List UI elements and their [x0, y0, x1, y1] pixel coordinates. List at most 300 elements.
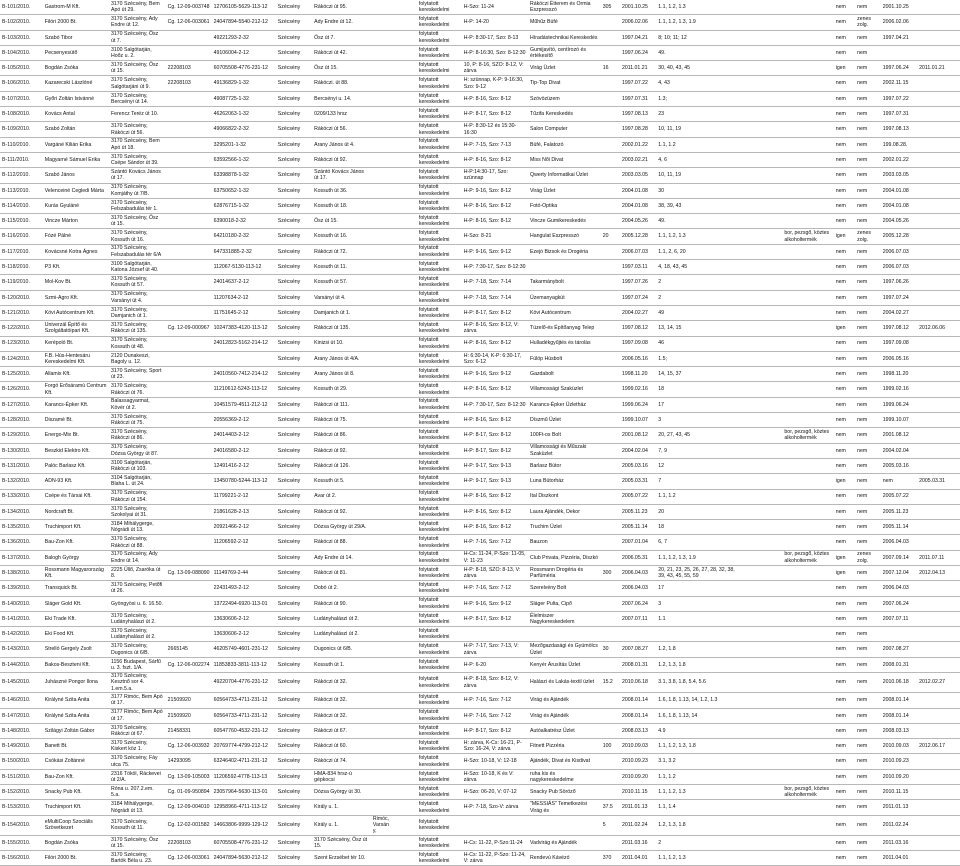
registered-date-cell: 2008.03.13 — [881, 723, 917, 738]
opening-hours-cell: H-P: 7-16, Szo: 7-12 — [462, 581, 528, 596]
operator-address-cell: 3100 Salgótarján, Hoőz u. 2. — [109, 45, 166, 60]
store-address-cell: 3170 Szécsény, Ősz út 15. — [312, 835, 371, 850]
alcohol-sales-cell — [782, 305, 833, 320]
floor-area-cell — [601, 91, 620, 106]
registered-date-cell: 2007.07.11 — [881, 611, 917, 626]
operator-address-cell: 3177 Rimóc, Bem Apó út 17. — [109, 693, 166, 708]
operator-name-cell: Szabó Zoltán — [43, 122, 109, 137]
permit-number-cell: B-140/2010. — [0, 596, 43, 611]
tax-number-cell: 3295201-1-32 — [212, 137, 276, 152]
product-codes-cell: 18 — [656, 520, 742, 535]
registration-number-cell — [166, 260, 212, 275]
start-date-cell: 1998.11.20 — [620, 367, 656, 382]
modified-date-cell — [917, 397, 960, 412]
operator-name-cell: Velenceiné Cegledi Márta — [43, 183, 109, 198]
blank-col-cell — [392, 474, 417, 489]
modified-date-cell — [917, 107, 960, 122]
service-type-cell: nem — [855, 367, 881, 382]
store-address-cell: Rákóczi út 72. — [312, 244, 371, 259]
registration-number-cell: 21509920 — [166, 708, 212, 723]
opening-hours-cell: H-P: 7-16, Szo: 7-12 — [462, 535, 528, 550]
start-date-cell: 2006.02.06 — [620, 15, 656, 30]
blank-col-cell — [392, 0, 417, 15]
product-codes-cell: 20, 27, 43, 45 — [656, 428, 742, 443]
modified-date-cell — [917, 122, 960, 137]
notes-cell — [742, 367, 783, 382]
floor-area-cell — [601, 627, 620, 642]
town-cell: Szécsény — [276, 785, 312, 800]
operator-name-cell: Truchimport Kft. — [43, 520, 109, 535]
store-location-extra-cell — [371, 214, 392, 229]
modified-date-cell: 2011.01.21 — [917, 61, 960, 76]
start-date-cell: 2001.08.12 — [620, 428, 656, 443]
alcohol-sales-cell — [782, 198, 833, 213]
service-type-cell: nem — [855, 673, 881, 693]
table-row — [0, 305, 960, 320]
modified-date-cell — [917, 815, 960, 835]
operator-address-cell: 3170 Szécsény, Felszabadulás tér 6/A — [109, 244, 166, 259]
flag-a-cell: nem — [834, 260, 855, 275]
service-type-cell: nem — [855, 835, 881, 850]
store-name-cell: "MESSIÁS" Temetkezési Virág és — [528, 800, 601, 815]
store-name-cell: Virág Üzlet — [528, 61, 601, 76]
flag-a-cell: igen — [834, 474, 855, 489]
alcohol-sales-cell: bor, pezsgő, köztes alkoholtermék — [782, 785, 833, 800]
permit-number-cell: B-156/2010. — [0, 851, 43, 866]
town-cell: Szécsény — [276, 627, 312, 642]
alcohol-sales-cell — [782, 815, 833, 835]
operator-address-cell: 3170 Szécsény, Rákóczi út 88. — [109, 535, 166, 550]
operator-address-cell: Róna u. 207.2.em. 5.a. — [109, 785, 166, 800]
store-name-cell: Takarmánybolt — [528, 275, 601, 290]
store-address-cell: Ady Endre út 12. — [312, 15, 371, 30]
tax-number-cell: 23057964-5630-113-01 — [212, 785, 276, 800]
town-cell: Szécsény — [276, 835, 312, 850]
town-cell: Szécsény — [276, 305, 312, 320]
registration-number-cell: 22208103 — [166, 76, 212, 91]
registered-date-cell — [881, 45, 917, 60]
registered-date-cell: 2010.09.20 — [881, 769, 917, 784]
blank-col-cell — [392, 723, 417, 738]
service-type-cell: nem — [855, 76, 881, 91]
start-date-cell: 1997.07.31 — [620, 91, 656, 106]
town-cell: Szécsény — [276, 800, 312, 815]
registered-date-cell: nem — [881, 474, 917, 489]
alcohol-sales-cell — [782, 336, 833, 351]
trade-type-cell: folytatott kereskedelmi — [417, 581, 462, 596]
modified-date-cell: 2012.06.17 — [917, 739, 960, 754]
store-name-cell: Díszmű Üzlet — [528, 413, 601, 428]
floor-area-cell — [601, 15, 620, 30]
product-codes-cell: 4, 43 — [656, 76, 742, 91]
town-cell: Szécsény — [276, 550, 312, 565]
product-codes-cell: 4, 6 — [656, 152, 742, 167]
opening-hours-cell: H-Szo: 10-18, V: 12-18 — [462, 754, 528, 769]
operator-name-cell: Kövi Autócentrum Kft. — [43, 305, 109, 320]
flag-a-cell: nem — [834, 91, 855, 106]
service-type-cell: nem — [855, 520, 881, 535]
start-date-cell: 2010.09.03 — [620, 739, 656, 754]
operator-address-cell: 3170 Szécsény, Sport út 23. — [109, 367, 166, 382]
permit-number-cell: B-128/2010. — [0, 413, 43, 428]
tax-number-cell: 11149769-2-44 — [212, 565, 276, 580]
floor-area-cell — [601, 152, 620, 167]
modified-date-cell — [917, 137, 960, 152]
operator-name-cell: Truchimport Kft. — [43, 800, 109, 815]
notes-cell — [742, 351, 783, 366]
store-address-cell: Kinizsi út 10. — [312, 336, 371, 351]
modified-date-cell — [917, 183, 960, 198]
start-date-cell: 1997.08.12 — [620, 321, 656, 336]
registered-date-cell: 2005.11.14 — [881, 520, 917, 535]
store-location-extra-cell — [371, 183, 392, 198]
operator-name-cell: Balogh György — [43, 550, 109, 565]
service-type-cell: nem — [855, 321, 881, 336]
service-type-cell: nem — [855, 800, 881, 815]
town-cell: Szécsény — [276, 428, 312, 443]
operator-name-cell: Kovács Antal — [43, 107, 109, 122]
service-type-cell: nem — [855, 565, 881, 580]
service-type-cell: nem — [855, 382, 881, 397]
flag-a-cell: nem — [834, 754, 855, 769]
permit-number-cell: B-122/2010. — [0, 321, 43, 336]
registered-date-cell: 2004.05.26 — [881, 214, 917, 229]
town-cell: Szécsény — [276, 708, 312, 723]
modified-date-cell — [917, 785, 960, 800]
town-cell: Szécsény — [276, 275, 312, 290]
permit-number-cell: B-141/2010. — [0, 611, 43, 626]
product-codes-cell: 49. — [656, 214, 742, 229]
opening-hours-cell: H-P: 8-17, Szo: 8-12 — [462, 107, 528, 122]
registration-number-cell: 22208103 — [166, 835, 212, 850]
start-date-cell: 2007.06.24 — [620, 596, 656, 611]
operator-name-cell: Mol-Kov Bt. — [43, 275, 109, 290]
operator-address-cell: 3170 Szécsény, Bercsényi út 14. — [109, 91, 166, 106]
store-name-cell: Tip-Top Divat — [528, 76, 601, 91]
operator-name-cell: Vargáné Kilián Erika — [43, 137, 109, 152]
flag-a-cell: nem — [834, 198, 855, 213]
registered-date-cell — [881, 627, 917, 642]
tax-number-cell: 24014403-2-12 — [212, 428, 276, 443]
product-codes-cell: 14, 15, 37 — [656, 367, 742, 382]
alcohol-sales-cell — [782, 708, 833, 723]
store-location-extra-cell — [371, 152, 392, 167]
opening-hours-cell: H-P: 8-17, Szo: 8-12 — [462, 305, 528, 320]
opening-hours-cell: H-P: 8:30-12 és 15:30-16:30 — [462, 122, 528, 137]
store-address-cell: Dugonics út 6/B. — [312, 642, 371, 657]
service-type-cell: nem — [855, 739, 881, 754]
table-row — [0, 0, 960, 15]
registration-number-cell — [166, 489, 212, 504]
registered-date-cell: 1999.02.16 — [881, 382, 917, 397]
floor-area-cell — [601, 336, 620, 351]
floor-area-cell — [601, 107, 620, 122]
store-location-extra-cell — [371, 581, 392, 596]
tax-number-cell: 63246402-4711-231-12 — [212, 754, 276, 769]
operator-name-cell: Kerépoló Bt. — [43, 336, 109, 351]
operator-address-cell: Ferencz Teréz út 10. — [109, 107, 166, 122]
flag-a-cell: nem — [834, 397, 855, 412]
start-date-cell: 2006.05.31 — [620, 550, 656, 565]
registration-number-cell: Cg. 12-09-004010 — [166, 800, 212, 815]
notes-cell — [742, 305, 783, 320]
flag-a-cell: nem — [834, 815, 855, 835]
tax-number-cell — [212, 351, 276, 366]
store-name-cell: Gumijavító, centírozó és értékesítő — [528, 45, 601, 60]
registered-date-cell: 1997.08.12 — [881, 321, 917, 336]
operator-name-cell: Szabó Tibor — [43, 30, 109, 45]
notes-cell — [742, 76, 783, 91]
flag-a-cell: nem — [834, 122, 855, 137]
operator-name-cell: Palóc Barlasz Kft. — [43, 458, 109, 473]
product-codes-cell: 3 — [656, 413, 742, 428]
notes-cell — [742, 137, 783, 152]
floor-area-cell — [601, 183, 620, 198]
store-location-extra-cell — [371, 458, 392, 473]
flag-a-cell: nem — [834, 851, 855, 866]
permit-number-cell: B-101/2010. — [0, 0, 43, 15]
blank-col-cell — [392, 152, 417, 167]
notes-cell — [742, 835, 783, 850]
registered-date-cell: 2003.03.05 — [881, 168, 917, 183]
tax-number-cell: 62876715-1-32 — [212, 198, 276, 213]
floor-area-cell: 370 — [601, 851, 620, 866]
store-name-cell — [528, 627, 601, 642]
registration-number-cell — [166, 198, 212, 213]
product-codes-cell: 20, 21, 23, 25, 26, 27, 28, 32, 38, 39, 43, 45, 55, 59 — [656, 565, 742, 580]
blank-col-cell — [392, 642, 417, 657]
alcohol-sales-cell — [782, 275, 833, 290]
opening-hours-cell: H-P: 8-16:30, Szo: 8-12:30 — [462, 45, 528, 60]
operator-name-cell: Filóri 2000 Bt. — [43, 851, 109, 866]
tax-number-cell: 13630606-2-12 — [212, 627, 276, 642]
opening-hours-cell: H-P: 9-16, Szo: 9-12 — [462, 596, 528, 611]
floor-area-cell — [601, 260, 620, 275]
store-location-extra-cell — [371, 708, 392, 723]
town-cell: Szécsény — [276, 815, 312, 835]
flag-a-cell: nem — [834, 275, 855, 290]
notes-cell — [742, 214, 783, 229]
blank-col-cell — [392, 183, 417, 198]
flag-a-cell: nem — [834, 413, 855, 428]
opening-hours-cell — [462, 627, 528, 642]
floor-area-cell: 16 — [601, 61, 620, 76]
store-location-extra-cell — [371, 367, 392, 382]
registered-date-cell: 2001.08.12 — [881, 428, 917, 443]
store-location-extra-cell — [371, 642, 392, 657]
blank-col-cell — [392, 214, 417, 229]
permit-number-cell: B-113/2010. — [0, 183, 43, 198]
permit-number-cell: B-108/2010. — [0, 107, 43, 122]
trade-type-cell: folytatott kereskedelmi — [417, 550, 462, 565]
store-location-extra-cell — [371, 657, 392, 672]
store-address-cell: Rákóczi út 86. — [312, 428, 371, 443]
operator-address-cell: 3170 Szécsény, Petőfi út 26. — [109, 581, 166, 596]
opening-hours-cell: H-P: 7-17, Szo: 7-13, V: zárva — [462, 642, 528, 657]
town-cell: Szécsény — [276, 754, 312, 769]
trade-type-cell: folytatott kereskedelmi — [417, 443, 462, 458]
flag-a-cell: nem — [834, 489, 855, 504]
product-codes-cell: 10, 11, 19 — [656, 122, 742, 137]
start-date-cell: 2003.02.21 — [620, 152, 656, 167]
operator-address-cell: 3170 Szécsény, Kesztnő sor 4. 1.em.5.a. — [109, 673, 166, 693]
start-date-cell: 2005.11.23 — [620, 504, 656, 519]
modified-date-cell — [917, 76, 960, 91]
start-date-cell: 1997.09.08 — [620, 336, 656, 351]
modified-date-cell — [917, 15, 960, 30]
start-date-cell: 1997.07.22 — [620, 76, 656, 91]
town-cell: Szécsény — [276, 61, 312, 76]
product-codes-cell: 10, 11, 19 — [656, 168, 742, 183]
opening-hours-cell: H-P: 8:30-17, Szo: 8-13 — [462, 30, 528, 45]
trade-type-cell: folytatott kereskedelmi — [417, 851, 462, 866]
operator-address-cell: 3170 Szécsény, Dózsa György út 87. — [109, 443, 166, 458]
service-type-cell: nem — [855, 107, 881, 122]
town-cell: Szécsény — [276, 458, 312, 473]
trade-type-cell: folytatott kereskedelmi — [417, 458, 462, 473]
permit-number-cell: B-105/2010. — [0, 61, 43, 76]
blank-col-cell — [392, 739, 417, 754]
registration-number-cell — [166, 673, 212, 693]
notes-cell — [742, 122, 783, 137]
floor-area-cell: 100 — [601, 739, 620, 754]
permit-number-cell: B-152/2010. — [0, 785, 43, 800]
notes-cell — [742, 785, 783, 800]
modified-date-cell — [917, 152, 960, 167]
store-name-cell: Hulladékgyűjtés és tárolás — [528, 336, 601, 351]
product-codes-cell: 1.6, 1.8, 1.13, 14, 1.2, 1.3 — [656, 693, 742, 708]
permit-number-cell: B-147/2010. — [0, 708, 43, 723]
floor-area-cell — [601, 708, 620, 723]
flag-a-cell: nem — [834, 214, 855, 229]
start-date-cell: 1999.10.07 — [620, 413, 656, 428]
trade-type-cell: folytatott kereskedelmi — [417, 504, 462, 519]
operator-name-cell: ADN-93 Kft. — [43, 474, 109, 489]
tax-number-cell: 49220704-4776-231-12 — [212, 673, 276, 693]
tax-number-cell: 49136829-1-32 — [212, 76, 276, 91]
tax-number-cell: 63750652-1-32 — [212, 183, 276, 198]
table-row — [0, 183, 960, 198]
permit-number-cell: B-123/2010. — [0, 336, 43, 351]
registration-number-cell — [166, 122, 212, 137]
blank-col-cell — [392, 229, 417, 244]
tax-number-cell: 24047894-5540-212-12 — [212, 15, 276, 30]
permit-number-cell: B-137/2010. — [0, 550, 43, 565]
floor-area-cell — [601, 785, 620, 800]
table-row — [0, 611, 960, 626]
service-type-cell: nem — [855, 275, 881, 290]
town-cell: Szécsény — [276, 520, 312, 535]
permit-number-cell: B-134/2010. — [0, 504, 43, 519]
notes-cell — [742, 489, 783, 504]
store-name-cell: Élelmiszer Nagykereskedelem — [528, 611, 601, 626]
tax-number-cell: 13630606-2-12 — [212, 611, 276, 626]
start-date-cell: 2008.01.31 — [620, 657, 656, 672]
table-row — [0, 214, 960, 229]
notes-cell — [742, 458, 783, 473]
tax-number-cell: 11207634-2-12 — [212, 290, 276, 305]
store-name-cell: Vadvirág és Ajándék — [528, 835, 601, 850]
opening-hours-cell: H: 6:30-14, K-P: 6:30-17, Szo: 6-12 — [462, 351, 528, 366]
modified-date-cell — [917, 198, 960, 213]
opening-hours-cell: H-Szo: 8-21 — [462, 229, 528, 244]
opening-hours-cell: H-P: 9-16, Szo: 9-12 — [462, 244, 528, 259]
table-row — [0, 565, 960, 580]
store-address-cell: Rákóczi út 92. — [312, 504, 371, 519]
permit-number-cell: B-153/2010. — [0, 800, 43, 815]
store-address-cell: Rákóczi. út 88. — [312, 76, 371, 91]
trade-type-cell: folytatott kereskedelmi — [417, 382, 462, 397]
operator-address-cell: 3170 Szécsény, Varsányi út 4. — [109, 290, 166, 305]
store-location-extra-cell — [371, 611, 392, 626]
permit-number-cell: B-114/2010. — [0, 198, 43, 213]
product-codes-cell: 2 — [656, 275, 742, 290]
registration-number-cell — [166, 367, 212, 382]
modified-date-cell — [917, 91, 960, 106]
opening-hours-cell: H-P: 9-17, Szo: 9-13 — [462, 474, 528, 489]
store-address-cell: Rákóczi út 88. — [312, 535, 371, 550]
tax-number-cell: 10451579-4511-212-12 — [212, 397, 276, 412]
tax-number-cell: 49066822-2-32 — [212, 122, 276, 137]
blank-col-cell — [392, 693, 417, 708]
flag-a-cell: igen — [834, 61, 855, 76]
flag-a-cell: nem — [834, 581, 855, 596]
service-type-cell: nem — [855, 708, 881, 723]
trade-type-cell: folytatott kereskedelmi — [417, 137, 462, 152]
product-codes-cell: 1.3; — [656, 91, 742, 106]
table-row — [0, 627, 960, 642]
start-date-cell: 1999.02.16 — [620, 382, 656, 397]
table-row — [0, 244, 960, 259]
alcohol-sales-cell — [782, 91, 833, 106]
start-date-cell: 2005.03.16 — [620, 458, 656, 473]
floor-area-cell — [601, 321, 620, 336]
flag-a-cell: nem — [834, 45, 855, 60]
blank-col-cell — [392, 581, 417, 596]
floor-area-cell — [601, 769, 620, 784]
trade-type-cell: folytatott kereskedelmi — [417, 657, 462, 672]
flag-a-cell: nem — [834, 627, 855, 642]
trade-type-cell: folytatott kereskedelmi — [417, 642, 462, 657]
notes-cell — [742, 382, 783, 397]
registered-date-cell: 199.08.28. — [881, 137, 917, 152]
opening-hours-cell: H-P: 9-16, Szo: 9-12 — [462, 367, 528, 382]
store-name-cell: Sláger Pulta, Cipő — [528, 596, 601, 611]
town-cell: Szécsény — [276, 504, 312, 519]
opening-hours-cell: H-P: 6-20 — [462, 657, 528, 672]
blank-col-cell — [392, 275, 417, 290]
service-type-cell: nem — [855, 627, 881, 642]
operator-name-cell: Banett Bt. — [43, 739, 109, 754]
opening-hours-cell: H-P: 7:30-17, Szo: 8-12:30 — [462, 397, 528, 412]
service-type-cell: nem — [855, 769, 881, 784]
table-row — [0, 413, 960, 428]
notes-cell — [742, 535, 783, 550]
notes-cell — [742, 565, 783, 580]
opening-hours-cell: H: szünnap, K-P: 9-16:30, Szo: 9-12 — [462, 76, 528, 91]
notes-cell — [742, 443, 783, 458]
floor-area-cell — [601, 581, 620, 596]
alcohol-sales-cell — [782, 290, 833, 305]
alcohol-sales-cell — [782, 15, 833, 30]
registration-number-cell: Cg. 12-06-003061 — [166, 15, 212, 30]
notes-cell — [742, 851, 783, 866]
permit-number-cell: B-119/2010. — [0, 275, 43, 290]
operator-name-cell: Szmi-Agro Kft. — [43, 290, 109, 305]
start-date-cell: 1997.07.24 — [620, 290, 656, 305]
blank-col-cell — [392, 413, 417, 428]
product-codes-cell: 2 — [656, 290, 742, 305]
